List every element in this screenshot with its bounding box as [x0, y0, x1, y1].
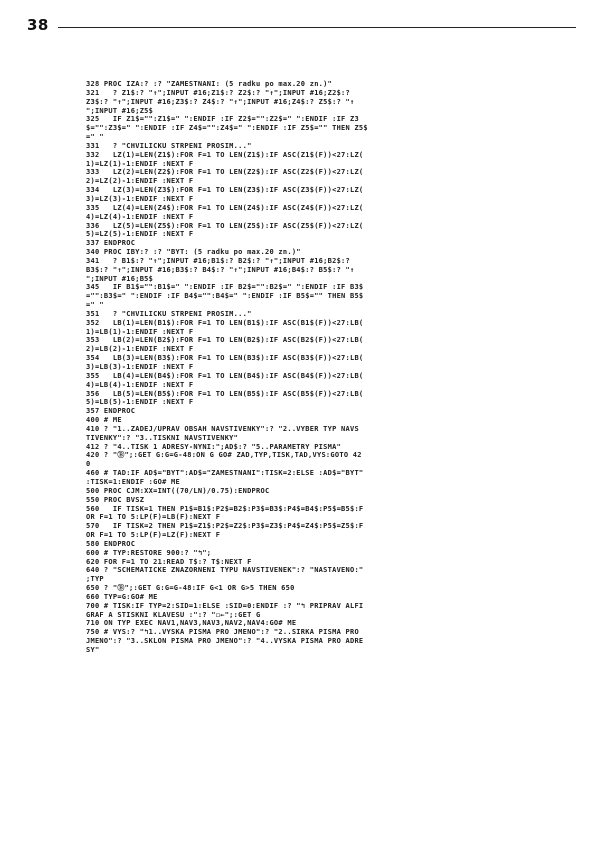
listing-line: 570 IF TISK=2 THEN P1$=Z1$:P2$=Z2$:P3$=Z3$:P4$=Z4$:P5$=Z5$:F	[86, 522, 364, 531]
listing-line: 5)=LZ(5)-1:ENDIF :NEXT F	[86, 230, 194, 239]
listing-line: 321 ? Z1$:? "↑";INPUT #16;Z1$:? Z2$:? "↑";INPUT #16;Z2$:?	[86, 88, 350, 97]
listing-line: 335 LZ(4)=LEN(Z4$):FOR F=1 TO LEN(Z4$):IF ASC(Z4$(F))<27:LZ(	[86, 203, 364, 212]
listing-line: 5)=LB(5)-1:ENDIF :NEXT F	[86, 398, 194, 407]
listing-line: =" "	[86, 301, 104, 310]
listing-line: OR F=1 TO 5:LP(F)=LZ(F):NEXT F	[86, 531, 221, 540]
listing-line: 2)=LZ(2)-1:ENDIF :NEXT F	[86, 177, 194, 186]
listing-line: 640 ? "SCHEMATICKE ZNAZORNENI TYPU NAVSTIVENEK":? "NASTAVENO:"	[86, 566, 364, 575]
listing-line: Z3$:? "↑";INPUT #16;Z3$:? Z4$:? "↑";INPUT #16;Z4$:? Z5$:? "↑	[86, 97, 355, 106]
listing-line: 354 LB(3)=LEN(B3$):FOR F=1 TO LEN(B3$):IF ASC(B3$(F))<27:LB(	[86, 354, 364, 363]
listing-line: $="":Z3$=" ":ENDIF :IF Z4$="":Z4$=" ":ENDIF :IF Z5$="" THEN Z5$	[86, 124, 368, 133]
listing-line: 336 LZ(5)=LEN(Z5$):FOR F=1 TO LEN(Z5$):IF ASC(Z5$(F))<27:LZ(	[86, 221, 364, 230]
listing-line: 500 PROC CJM:XX=INT((70/LN)/0.75):ENDPROC	[86, 486, 270, 495]
listing-line: 345 IF B1$="":B1$=" ":ENDIF :IF B2$="":B2$=" ":ENDIF :IF B3$	[86, 283, 364, 292]
listing-line: 620 FOR F=1 TO 21:READ T$:? T$:NEXT F	[86, 557, 252, 566]
listing-line: ";INPUT #16;B5$	[86, 274, 154, 283]
listing-line: 3)=LB(3)-1:ENDIF :NEXT F	[86, 363, 194, 371]
listing-line: =" "	[86, 133, 104, 142]
listing-line: 337 ENDPROC	[86, 239, 136, 248]
program-listing	[86, 80, 586, 655]
listing-line: 400 # ME	[86, 416, 122, 425]
page-number: 38	[27, 16, 49, 34]
listing-line: 660 TYP=G:GO# ME	[86, 592, 158, 601]
listing-line: 700 # TISK:IF TYP=2:SID=1:ELSE :SID=0:ENDIF :? "↰ PRIPRAV ALFI	[86, 601, 364, 610]
listing-line: JMENO":? "3..SKLON PISMA PRO JMENO":? "4..VYSKA PISMA PRO ADRE	[86, 637, 364, 646]
listing-line: ="":B3$=" ":ENDIF :IF B4$="":B4$=" ":ENDIF :IF B5$="" THEN B5$	[86, 292, 364, 301]
listing-line: OR F=1 TO 5:LP(F)=LB(F):NEXT F	[86, 513, 221, 522]
listing-line: 2)=LB(2)-1:ENDIF :NEXT F	[86, 345, 194, 354]
listing-line: 3)=LZ(3)-1:ENDIF :NEXT F	[86, 194, 194, 203]
listing-line: 750 # VYS:? "↰1..VYSKA PISMA PRO JMENO":? "2..SIRKA PISMA PRO	[86, 628, 359, 637]
listing-line: 351 ? "CHVILICKU STRPENI PROSIM..."	[86, 309, 252, 318]
listing-line: 0	[86, 460, 91, 469]
listing-line: GRAF A STISKNI KLAVESU :":? "◻←";:GET G	[86, 610, 261, 619]
listing-line: 412 ? "4..TISK 1 ADRESY-NYNI:";AD$:? "5..PARAMETRY PISMA"	[86, 442, 342, 451]
listing-line: 332 LZ(1)=LEN(Z1$):FOR F=1 TO LEN(Z1$):IF ASC(Z1$(F))<27:LZ(	[86, 150, 364, 159]
listing-line: 356 LB(5)=LEN(B5$):FOR F=1 TO LEN(B5$):IF ASC(B5$(F))<27:LB(	[86, 389, 364, 398]
listing-line: 420 ? "Ⓑ";:GET G:G=G-48:ON G GO# ZAD,TYP,TISK,TAD,VYS:GOTO 42	[86, 451, 362, 460]
listing-line: 352 LB(1)=LEN(B1$):FOR F=1 TO LEN(B1$):IF ASC(B1$(F))<27:LB(	[86, 318, 364, 327]
listing-line: ";INPUT #16;Z5$	[86, 106, 154, 115]
listing-line: 410 ? "1..ZADEJ/UPRAV OBSAH NAVSTIVENKY":? "2..VYBER TYP NAVS	[86, 424, 359, 433]
listing-line: 333 LZ(2)=LEN(Z2$):FOR F=1 TO LEN(Z2$):IF ASC(Z2$(F))<27:LZ(	[86, 168, 364, 177]
listing-line: 353 LB(2)=LEN(B2$):FOR F=1 TO LEN(B2$):IF ASC(B2$(F))<27:LB(	[86, 336, 364, 345]
listing-line: 460 # TAD:IF AD$="BYT":AD$="ZAMESTNANI":TISK=2:ELSE :AD$="BYT"	[86, 469, 364, 478]
listing-line: 355 LB(4)=LEN(B4$):FOR F=1 TO LEN(B4$):IF ASC(B4$(F))<27:LB(	[86, 371, 364, 380]
listing-line: TIVENKY":? "3..TISKNI NAVSTIVENKY"	[86, 433, 239, 442]
listing-line: 331 ? "CHVILICKU STRPENI PROSIM..."	[86, 141, 252, 150]
listing-line: 340 PROC IBY:? :? "BYT: (5 radku po max.20 zn.)"	[86, 248, 301, 257]
listing-line: 650 ? "Ⓑ";:GET G:G=G-48:IF G<1 OR G>5 THEN 650	[86, 584, 295, 593]
listing-line: 341 ? B1$:? "↑";INPUT #16;B1$:? B2$:? "↑";INPUT #16;B2$:?	[86, 256, 350, 265]
listing-line: 4)=LZ(4)-1:ENDIF :NEXT F	[86, 212, 194, 221]
listing-line: 580 ENDPROC	[86, 539, 136, 548]
listing-line: 710 ON TYP EXEC NAV1,NAV3,NAV3,NAV2,NAV4:GO# ME	[86, 619, 297, 628]
listing-line: 600 # TYP:RESTORE 900:? "↰";	[86, 548, 212, 557]
listing-line: 328 PROC IZA:? :? "ZAMESTNANI: (5 radku po max.20 zn.)"	[86, 80, 333, 88]
listing-line: 334 LZ(3)=LEN(Z3$):FOR F=1 TO LEN(Z3$):IF ASC(Z3$(F))<27:LZ(	[86, 186, 364, 195]
listing-line: B3$:? "↑";INPUT #16;B3$:? B4$:? "↑";INPUT #16;B4$:? B5$:? "↑	[86, 265, 355, 274]
listing-line: ;TYP	[86, 575, 104, 584]
listing-line: SY"	[86, 646, 100, 654]
listing-line: 1)=LB(1)-1:ENDIF :NEXT F	[86, 327, 194, 336]
listing-line: 4)=LB(4)-1:ENDIF :NEXT F	[86, 380, 194, 389]
listing-line: 550 PROC BVSZ	[86, 495, 145, 504]
listing-line: 325 IF Z1$="":Z1$=" ":ENDIF :IF Z2$="":Z2$=" ":ENDIF :IF Z3	[86, 115, 359, 124]
listing-line: 560 IF TISK=1 THEN P1$=B1$:P2$=B2$:P3$=B3$:P4$=B4$:P5$=B5$:F	[86, 504, 364, 513]
listing-line: :TISK=1:ENDIF :GO# ME	[86, 477, 180, 486]
header-rule	[58, 27, 576, 28]
listing-line: 357 ENDPROC	[86, 407, 136, 416]
listing-line: 1)=LZ(1)-1:ENDIF :NEXT F	[86, 159, 194, 168]
